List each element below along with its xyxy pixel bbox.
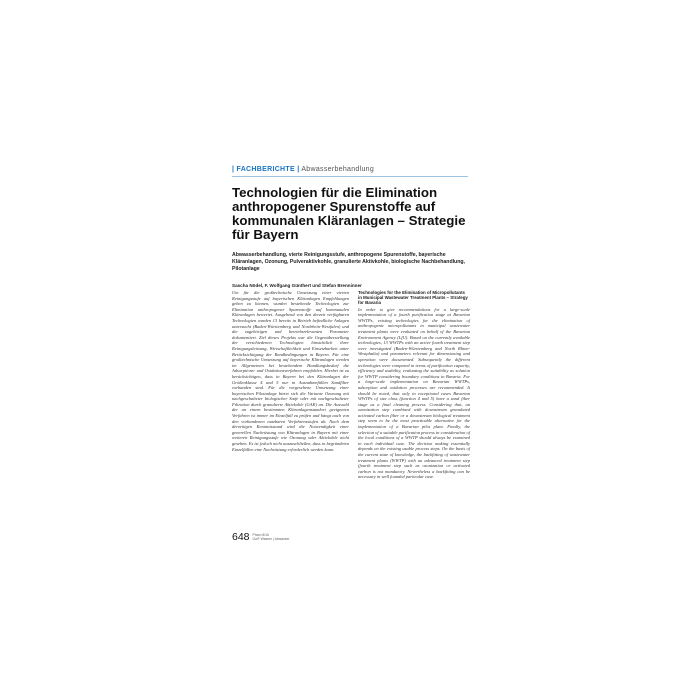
section-category: FACHBERICHTE bbox=[236, 166, 295, 173]
page-number: 648 bbox=[232, 531, 250, 543]
section-separator: | bbox=[232, 166, 235, 173]
journal-info bbox=[253, 533, 290, 541]
section-header bbox=[232, 166, 374, 173]
journal-issue: Pham 8/16 bbox=[252, 533, 269, 537]
header-rule bbox=[232, 176, 468, 177]
article-title: Technologien für die Elimination anthropogener Spurenstoffe auf kommunalen Kläranlagen – Strategie für Bayern bbox=[232, 185, 466, 242]
abstract-english-column bbox=[358, 290, 470, 480]
page-footer bbox=[232, 531, 289, 543]
section-separator-2: | bbox=[297, 166, 300, 173]
article-authors: Sascha Nödel, F. Wolfgang Günthert und Stefan Brenninner bbox=[232, 283, 362, 288]
english-title: Technologies for the Elimination of Micropollutants in Municipal Wastewater Treatment Plants – Strategy for Bavaria bbox=[358, 290, 468, 306]
journal-name: GwF Wasser | Abwasser bbox=[252, 537, 290, 541]
abstract-german: Um für die großtechnische Umsetzung einer vierten Reinigungsstufe auf bayerischen Kläranlagen Empfehlungen geben zu können, wurden bestehende Technologien zur Elimination anthropogener Spurenstoffe auf kommunalen Kläranlagen bewertet. Ausgehend von den derzeit verfügbaren Technologien wurden 13 bereits in Betrieb befindliche Anlagen untersucht (Baden-Württemberg und Nordrhein-Westfalen) und die zugehörigen und betriebsrelevanten Parameter dokumentiert. Ziel dieses Projekts war die Gegenüberstellung der verschiedenen Technologien hinsichtlich ihrer Reinigungsleistung, Wirtschaftlichkeit und Einsetzbarkeit unter Berücksichtigung der Randbedingungen in Bayern. Für eine großtechnische Umsetzung auf bayerische Kläranlagen werden im Allgemeinen bei bestehendem Handlungsbedarf die Adsorptions- und Oxidationsverfahren empfohlen. Hierbei ist zu berücksichtigen, dass in Bayern bei den Kläranlagen der Größenklasse 4 und 5 nur in Ausnahmefällen Sandfilter vorhanden sind. Für die vorgesehene Umsetzung einer bayerischen Pilotanlage bietet sich die Variante Ozonung mit nachgeschalteter biologischer Stufe oder mit nachgeschalteter Filtration durch granulierte Aktivkohle (GAK) an. Die Auswahl der an einem bestimmten Kläranlagenstandort geeigneten Verfahren ist immer im Einzelfall zu prüfen und hängt auch von den vorhandenen nutzbaren Verfahrensstufen ab. Nach dem derzeitigen Kenntnisstand wird die Notwendigkeit einer generellen Nachrüstung von Kläranlagen in Bayern mit einer weiteren Reinigungsstufe wie Ozonung oder Aktivkohle nicht gesehen. Es ist jedoch nicht auszuschließen, dass in begründeten Einzelfällen eine Nachrüstung erforderlich werden kann. bbox=[232, 290, 349, 452]
abstract-english: In order to give recommendations for a large-scale implementation of a fourth purification stage at Bavarian WWTPs, existing technologies for the elimination of anthropogenic micropollutants in municipal wastewater treatment plants were evaluated on behalf of the Bavarian Environment Agency (LfU). Based on the currently available technologies, 13 WWTPs with an active fourth treatment step were investigated (Baden-Württemberg and North Rhine-Westphalia) and parameters relevant for dimensioning and operation were documented. Subsequently the different technologies were compared in terms of purification capacity, efficiency and usability, evaluating the suitability as solution for WWTP considering boundary conditions in Bavaria. For a large-scale implementation on Bavarian WWTPs, adsorption and oxidation processes are recommended. It should be noted, that only in exceptional cases Bavarian WWTPs of size class (function 4 and 5) have a sand filter stage as a final cleaning process. Considering that, an ozonization step combined with downstream granulated activated carbon filter or a downstream biological treatment step seem to be the most practicable alternative for the implementation of a Bavarian pilot plant. Finally, the selection of a suitable purification process in consideration of the local conditions of a WWTP should always be examined in each individual case. The decision making essentially depends on the existing usable process steps. On the basis of the current state of knowledge, the backfitting of wastewater treatment plants (WWTP) with an advanced treatment step (fourth treatment step such as ozonization or activated carbon is not mandatory. Nevertheless a backfitting can be necessary in well founded particular case. bbox=[358, 306, 470, 480]
section-subcategory: Abwasserbehandlung bbox=[301, 166, 375, 173]
article-keywords: Abwasserbehandlung, vierte Reinigungsstufe, anthropogene Spurenstoffe, bayerische Kläranlagen, Ozonung, Pulveraktivkohle, granulierte Aktivkohle, biologische Nachbehandlung, Pilotanlage bbox=[232, 252, 466, 272]
